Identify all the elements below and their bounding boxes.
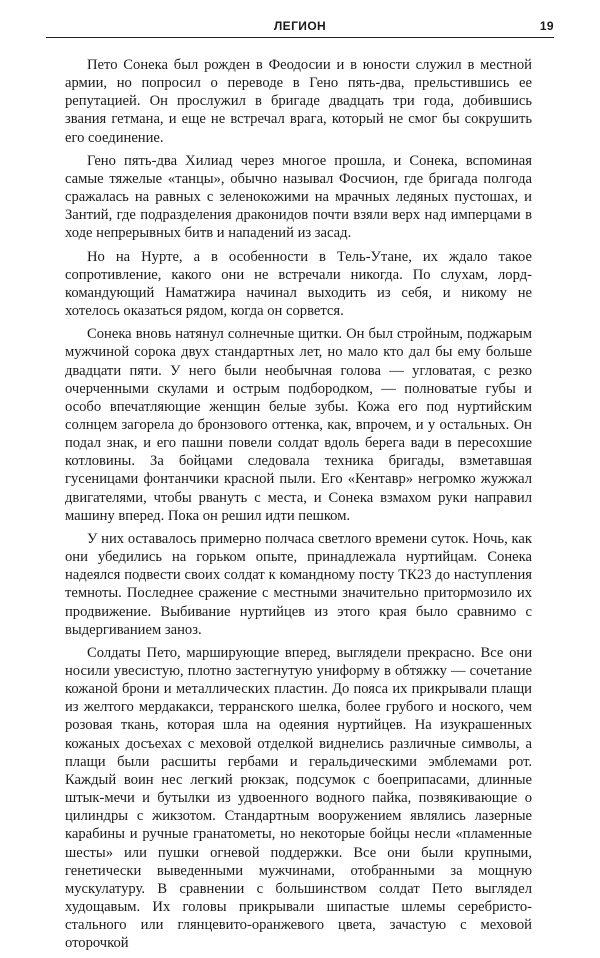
paragraph: Солдаты Пето, марширующие вперед, выглядели прекрасно. Все они носили увесистую, плотно застегнутую униформу в обтяжку — сочетание кожаной брони и металлических пластин. До пояса их прикрывали плащи из желтого мердакакси, терранского шелка, более грубого и ноского, чем розовая ткань, которая шла на одеяния нуртийцев. На изукрашенных кожаных досъехах с меховой отделкой виднелись различные символы, а плащи были расшиты гербами и геральдическими эмблемами рот. Каждый воин нес легкий рюкзак, подсумок с боеприпасами, длинные штык-мечи и бутылки из удвоенного водного пайка, позвякивающие о цилиндры с жикзотом. Стандартным вооружением являлись лазерные карабины и ручные гранатометы, но некоторые бойцы несли «пламенные шесты» или пушки огневой поддержки. Все они были крупными, генетически выведенными мужчинами, отобранными за мощную мускулатуру. В сравнении с большинством солдат Пето выглядел худощавым. Их головы прикрывали шипастые шлемы серебристо-стального или глянцевито-оранжевого цвета, зачастую с меховой оторочкой — [65, 644, 532, 952]
paragraph: Гено пять-два Хилиад через многое прошла, и Сонека, вспоминая самые тяжелые «танцы», обычно называл Фосчион, где бригада полгода сражалась на равных с зеленокожими на мрачных ледяных пустошах, и Зантий, где подразделения драконидов почти взяли верх над имперцами в ходе непрерывных битв и нападений из засад. — [65, 152, 532, 242]
paragraph: У них оставалось примерно полчаса светлого времени суток. Ночь, как они убедились на горьком опыте, принадлежала нуртийцам. Сонека надеялся подвести своих солдат к командному посту ТК23 до наступления темноты. Последнее сражение с местными значительно притормозило их продвижение. Выбивание нуртийцев из этого края было сравнимо с выдергиванием заноз. — [65, 530, 532, 638]
paragraph: Пето Сонека был рожден в Феодосии и в юности служил в местной армии, но попросил о переводе в Гено пять-два, прельстившись ее репутацией. Он прослужил в бригаде двадцать три года, добившись звания гетмана, и еще не встречал врага, который не смог бы сокрушить его соединение. — [65, 57, 532, 146]
running-header — [46, 10, 554, 36]
body-text — [65, 56, 532, 958]
paragraph: Но на Нурте, а в особенности в Тель-Утане, их ждало такое сопротивление, какого они не встречали никогда. По слухам, лорд-командующий Наматжира начинал выходить из себя, и никому не хотелось оказаться рядом, когда он сорвется. — [65, 248, 532, 320]
paragraph: Сонека вновь натянул солнечные щитки. Он был стройным, поджарым мужчиной сорока двух стандартных лет, но мало кто дал бы ему больше двадцати пяти. У него были необычная голова — угловатая, с резко очерченными скулами и острым подбородком, — полноватые губы и особо впечатляющие женщин белые зубы. Кожа его под нуртийским солнцем загорела до бронзового оттенка, как, впрочем, и у остальных. Он подал знак, и его пашни повели солдат вдоль берега вади в пересохшие котловины. За бойцами следовала техника бригады, взметавшая гусеницами фонтанчики красной пыли. Его «Кентавр» негромко жужжал двигателями, чтобы рвануть с места, и Сонека взмахом руки направил машину вперед. Пока он решил идти пешком. — [65, 326, 532, 524]
page-number: 19 — [539, 19, 554, 33]
header-rule — [46, 37, 554, 38]
running-title: ЛЕГИОН — [273, 19, 327, 33]
